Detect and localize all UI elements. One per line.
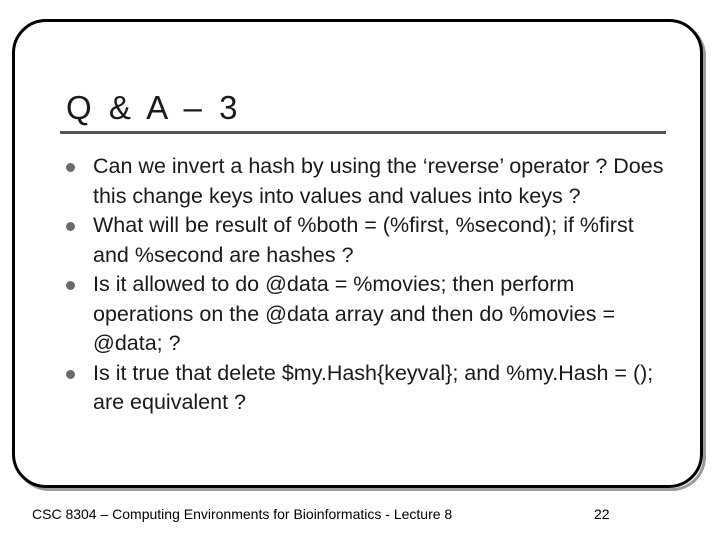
bullet-text: Is it allowed to do @data = %movies; then perform operations on the @data array and then do %movies = @data; ? xyxy=(93,272,616,355)
bullet-dot-icon xyxy=(66,163,75,172)
bullet-text: What will be result of %both = (%first, %second); if %first and %second are hashes ? xyxy=(93,213,634,267)
bullet-item xyxy=(63,152,673,211)
footer-page-number: 22 xyxy=(594,506,610,522)
slide-title: Q & A – 3 xyxy=(66,89,242,126)
bullet-item xyxy=(63,211,673,270)
bullet-item xyxy=(63,359,673,418)
bullet-item xyxy=(63,270,673,359)
bullet-text: Is it true that delete $my.Hash{keyval}; and %my.Hash = (); are equivalent ? xyxy=(93,360,654,414)
bullet-text: Can we invert a hash by using the ‘reverse’ operator ? Does this change keys into values and values into keys ? xyxy=(93,154,664,208)
bullet-dot-icon xyxy=(66,222,75,231)
bullet-dot-icon xyxy=(66,370,75,379)
bullet-list xyxy=(63,152,673,418)
bullet-dot-icon xyxy=(66,281,75,290)
footer-course-title: CSC 8304 – Computing Environments for Bioinformatics - Lecture 8 xyxy=(32,506,453,522)
title-divider xyxy=(60,131,666,134)
